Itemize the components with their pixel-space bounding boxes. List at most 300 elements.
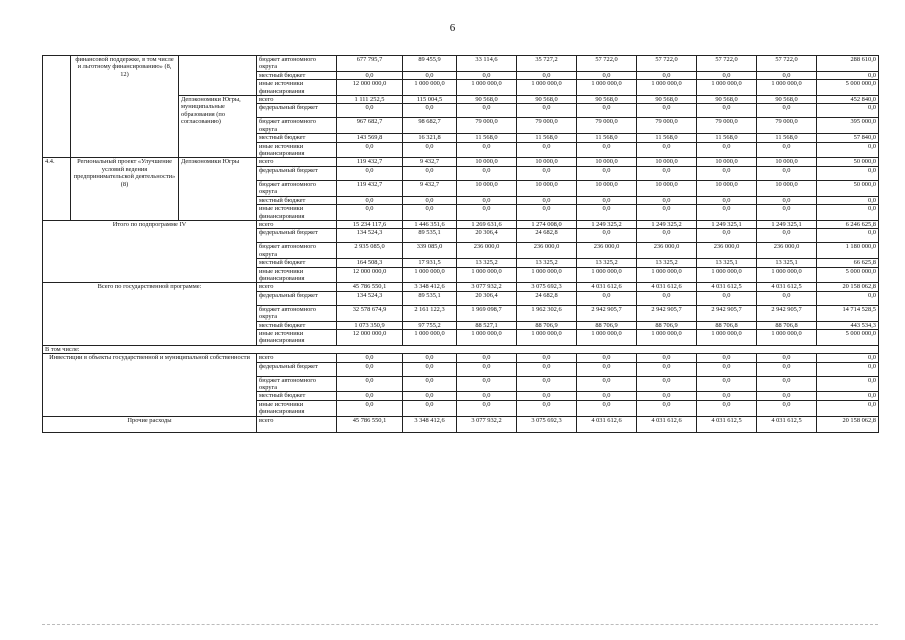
amount-cell: 90 568,0 bbox=[577, 96, 637, 104]
amount-cell: 88 706,9 bbox=[577, 321, 637, 329]
amount-cell: 12 000 000,0 bbox=[337, 267, 403, 283]
amount-cell: 0,0 bbox=[817, 291, 879, 305]
amount-cell: 0,0 bbox=[817, 205, 879, 221]
amount-cell: 10 000,0 bbox=[697, 158, 757, 166]
amount-cell: 4 031 612,6 bbox=[577, 283, 637, 291]
amount-cell: 134 524,3 bbox=[337, 291, 403, 305]
amount-cell: 119 432,7 bbox=[337, 158, 403, 166]
funding-source-cell: всего bbox=[257, 158, 337, 166]
amount-cell: 32 578 674,9 bbox=[337, 305, 403, 321]
amount-cell: 0,0 bbox=[577, 142, 637, 158]
amount-cell: 0,0 bbox=[457, 71, 517, 79]
amount-cell: 13 325,1 bbox=[697, 259, 757, 267]
amount-cell: 0,0 bbox=[637, 362, 697, 376]
amount-cell: 0,0 bbox=[757, 229, 817, 243]
amount-cell: 0,0 bbox=[577, 196, 637, 204]
amount-cell: 13 325,2 bbox=[457, 259, 517, 267]
amount-cell: 0,0 bbox=[637, 142, 697, 158]
amount-cell: 0,0 bbox=[757, 142, 817, 158]
amount-cell: 0,0 bbox=[403, 196, 457, 204]
amount-cell: 0,0 bbox=[697, 291, 757, 305]
amount-cell: 1 962 302,6 bbox=[517, 305, 577, 321]
amount-cell: 1 000 000,0 bbox=[637, 80, 697, 96]
amount-cell: 0,0 bbox=[697, 71, 757, 79]
amount-cell: 17 931,5 bbox=[403, 259, 457, 267]
amount-cell: 9 432,7 bbox=[403, 158, 457, 166]
amount-cell: 10 000,0 bbox=[517, 180, 577, 196]
amount-cell: 89 455,9 bbox=[403, 56, 457, 72]
amount-cell: 0,0 bbox=[817, 142, 879, 158]
amount-cell: 10 000,0 bbox=[457, 158, 517, 166]
amount-cell: 12 000 000,0 bbox=[337, 80, 403, 96]
amount-cell: 0,0 bbox=[337, 392, 403, 400]
amount-cell: 1 969 098,7 bbox=[457, 305, 517, 321]
funding-source-cell: местный бюджет bbox=[257, 196, 337, 204]
amount-cell: 3 077 932,2 bbox=[457, 416, 517, 432]
amount-cell: 288 610,0 bbox=[817, 56, 879, 72]
section-label-cell: Прочие расходы bbox=[43, 416, 257, 432]
amount-cell: 11 568,0 bbox=[457, 134, 517, 142]
amount-cell: 10 000,0 bbox=[637, 158, 697, 166]
amount-cell: 4 031 612,6 bbox=[637, 283, 697, 291]
amount-cell: 88 527,1 bbox=[457, 321, 517, 329]
amount-cell: 1 000 000,0 bbox=[457, 267, 517, 283]
amount-cell: 88 706,8 bbox=[697, 321, 757, 329]
funding-source-cell: иные источники финансирования bbox=[257, 329, 337, 345]
funding-source-cell: федеральный бюджет bbox=[257, 291, 337, 305]
funding-source-cell: бюджет автономного округа bbox=[257, 305, 337, 321]
amount-cell: 66 625,8 bbox=[817, 259, 879, 267]
amount-cell: 0,0 bbox=[757, 400, 817, 416]
amount-cell: 0,0 bbox=[517, 376, 577, 392]
table-row bbox=[43, 220, 879, 228]
amount-cell: 0,0 bbox=[403, 142, 457, 158]
amount-cell: 90 568,0 bbox=[457, 96, 517, 104]
amount-cell: 0,0 bbox=[697, 229, 757, 243]
funding-source-cell: федеральный бюджет bbox=[257, 362, 337, 376]
amount-cell: 11 568,0 bbox=[637, 134, 697, 142]
amount-cell: 0,0 bbox=[697, 104, 757, 118]
amount-cell: 5 000 000,0 bbox=[817, 267, 879, 283]
amount-cell: 6 246 625,8 bbox=[817, 220, 879, 228]
amount-cell: 79 000,0 bbox=[757, 118, 817, 134]
amount-cell: 16 321,8 bbox=[403, 134, 457, 142]
funding-source-cell: бюджет автономного округа bbox=[257, 56, 337, 72]
amount-cell: 0,0 bbox=[817, 362, 879, 376]
amount-cell: 1 000 000,0 bbox=[403, 329, 457, 345]
table-row bbox=[43, 56, 879, 72]
amount-cell: 1 000 000,0 bbox=[637, 329, 697, 345]
amount-cell: 89 535,1 bbox=[403, 229, 457, 243]
amount-cell: 15 234 117,6 bbox=[337, 220, 403, 228]
amount-cell: 1 000 000,0 bbox=[457, 329, 517, 345]
executor-cell: Депэкономики Югры, муниципальные образования (по согласованию) bbox=[179, 96, 257, 158]
amount-cell: 0,0 bbox=[697, 196, 757, 204]
amount-cell: 9 432,7 bbox=[403, 180, 457, 196]
funding-source-cell: бюджет автономного округа bbox=[257, 376, 337, 392]
funding-source-cell: местный бюджет bbox=[257, 321, 337, 329]
amount-cell: 0,0 bbox=[457, 392, 517, 400]
amount-cell: 0,0 bbox=[757, 196, 817, 204]
amount-cell: 0,0 bbox=[637, 71, 697, 79]
amount-cell: 0,0 bbox=[637, 376, 697, 392]
amount-cell: 10 000,0 bbox=[637, 180, 697, 196]
amount-cell: 0,0 bbox=[457, 376, 517, 392]
funding-source-cell: всего bbox=[257, 416, 337, 432]
amount-cell: 164 508,3 bbox=[337, 259, 403, 267]
table-row bbox=[43, 158, 879, 166]
amount-cell: 1 073 350,9 bbox=[337, 321, 403, 329]
amount-cell: 0,0 bbox=[403, 400, 457, 416]
amount-cell: 1 249 325,1 bbox=[697, 220, 757, 228]
funding-source-cell: бюджет автономного округа bbox=[257, 180, 337, 196]
amount-cell: 98 682,7 bbox=[403, 118, 457, 134]
amount-cell: 0,0 bbox=[403, 166, 457, 180]
amount-cell: 88 706,9 bbox=[637, 321, 697, 329]
amount-cell: 10 000,0 bbox=[757, 180, 817, 196]
amount-cell: 134 524,3 bbox=[337, 229, 403, 243]
amount-cell: 0,0 bbox=[817, 104, 879, 118]
amount-cell: 1 000 000,0 bbox=[757, 80, 817, 96]
amount-cell: 45 786 550,1 bbox=[337, 283, 403, 291]
amount-cell: 677 795,7 bbox=[337, 56, 403, 72]
amount-cell: 967 682,7 bbox=[337, 118, 403, 134]
amount-cell: 79 000,0 bbox=[637, 118, 697, 134]
amount-cell: 0,0 bbox=[517, 354, 577, 362]
amount-cell: 2 942 905,7 bbox=[637, 305, 697, 321]
amount-cell: 1 249 325,1 bbox=[757, 220, 817, 228]
amount-cell: 0,0 bbox=[403, 392, 457, 400]
amount-cell: 57 840,0 bbox=[817, 134, 879, 142]
amount-cell: 0,0 bbox=[403, 354, 457, 362]
amount-cell: 57 722,0 bbox=[757, 56, 817, 72]
amount-cell: 4 031 612,6 bbox=[577, 416, 637, 432]
amount-cell: 12 000 000,0 bbox=[337, 329, 403, 345]
amount-cell: 1 000 000,0 bbox=[757, 329, 817, 345]
amount-cell: 395 000,0 bbox=[817, 118, 879, 134]
funding-source-cell: иные источники финансирования bbox=[257, 400, 337, 416]
funding-source-cell: всего bbox=[257, 220, 337, 228]
amount-cell: 0,0 bbox=[337, 376, 403, 392]
amount-cell: 0,0 bbox=[517, 400, 577, 416]
amount-cell: 1 446 351,6 bbox=[403, 220, 457, 228]
amount-cell: 0,0 bbox=[337, 104, 403, 118]
amount-cell: 0,0 bbox=[757, 362, 817, 376]
amount-cell: 0,0 bbox=[517, 71, 577, 79]
amount-cell: 1 000 000,0 bbox=[517, 80, 577, 96]
page-bottom-rule bbox=[42, 624, 878, 625]
amount-cell: 4 031 612,5 bbox=[757, 416, 817, 432]
amount-cell: 0,0 bbox=[577, 166, 637, 180]
amount-cell: 443 534,3 bbox=[817, 321, 879, 329]
amount-cell: 0,0 bbox=[457, 104, 517, 118]
amount-cell: 0,0 bbox=[697, 376, 757, 392]
amount-cell: 1 000 000,0 bbox=[403, 80, 457, 96]
amount-cell: 0,0 bbox=[757, 354, 817, 362]
amount-cell: 10 000,0 bbox=[577, 180, 637, 196]
section-label-cell: Инвестиции в объекты государственной и муниципальной собственности bbox=[43, 354, 257, 416]
amount-cell: 0,0 bbox=[817, 196, 879, 204]
amount-cell: 0,0 bbox=[337, 71, 403, 79]
amount-cell: 0,0 bbox=[757, 392, 817, 400]
amount-cell: 13 325,1 bbox=[757, 259, 817, 267]
item-number-cell bbox=[43, 56, 71, 158]
amount-cell: 1 000 000,0 bbox=[517, 329, 577, 345]
amount-cell: 0,0 bbox=[817, 400, 879, 416]
amount-cell: 0,0 bbox=[337, 196, 403, 204]
amount-cell: 0,0 bbox=[457, 166, 517, 180]
funding-source-cell: федеральный бюджет bbox=[257, 166, 337, 180]
amount-cell: 90 568,0 bbox=[637, 96, 697, 104]
amount-cell: 1 000 000,0 bbox=[577, 80, 637, 96]
amount-cell: 0,0 bbox=[403, 205, 457, 221]
amount-cell: 0,0 bbox=[757, 291, 817, 305]
amount-cell: 50 000,0 bbox=[817, 158, 879, 166]
amount-cell: 0,0 bbox=[403, 71, 457, 79]
amount-cell: 11 568,0 bbox=[757, 134, 817, 142]
amount-cell: 33 114,6 bbox=[457, 56, 517, 72]
page-number: 6 bbox=[449, 22, 456, 34]
item-name-cell: Региональный проект «Улучшение условий ведения предпринимательской деятельности» (8) bbox=[71, 158, 179, 220]
amount-cell: 2 935 085,0 bbox=[337, 243, 403, 259]
amount-cell: 2 161 122,3 bbox=[403, 305, 457, 321]
amount-cell: 0,0 bbox=[517, 142, 577, 158]
funding-source-cell: иные источники финансирования bbox=[257, 267, 337, 283]
amount-cell: 79 000,0 bbox=[697, 118, 757, 134]
amount-cell: 0,0 bbox=[577, 400, 637, 416]
amount-cell: 0,0 bbox=[517, 166, 577, 180]
amount-cell: 0,0 bbox=[517, 392, 577, 400]
funding-source-cell: всего bbox=[257, 96, 337, 104]
amount-cell: 0,0 bbox=[517, 362, 577, 376]
amount-cell: 90 568,0 bbox=[697, 96, 757, 104]
amount-cell: 0,0 bbox=[697, 354, 757, 362]
amount-cell: 1 269 631,6 bbox=[457, 220, 517, 228]
amount-cell: 0,0 bbox=[577, 205, 637, 221]
amount-cell: 79 000,0 bbox=[457, 118, 517, 134]
amount-cell: 88 706,8 bbox=[757, 321, 817, 329]
funding-source-cell: местный бюджет bbox=[257, 259, 337, 267]
amount-cell: 0,0 bbox=[697, 142, 757, 158]
amount-cell: 0,0 bbox=[337, 362, 403, 376]
amount-cell: 0,0 bbox=[757, 205, 817, 221]
amount-cell: 3 075 692,3 bbox=[517, 283, 577, 291]
amount-cell: 3 077 932,2 bbox=[457, 283, 517, 291]
amount-cell: 339 085,0 bbox=[403, 243, 457, 259]
amount-cell: 236 000,0 bbox=[757, 243, 817, 259]
amount-cell: 0,0 bbox=[577, 362, 637, 376]
amount-cell: 10 000,0 bbox=[517, 158, 577, 166]
amount-cell: 2 942 905,7 bbox=[757, 305, 817, 321]
table-row bbox=[43, 283, 879, 291]
amount-cell: 45 786 550,1 bbox=[337, 416, 403, 432]
amount-cell: 0,0 bbox=[457, 354, 517, 362]
amount-cell: 14 714 528,5 bbox=[817, 305, 879, 321]
amount-cell: 1 000 000,0 bbox=[457, 80, 517, 96]
amount-cell: 0,0 bbox=[637, 354, 697, 362]
amount-cell: 0,0 bbox=[637, 196, 697, 204]
amount-cell: 0,0 bbox=[577, 71, 637, 79]
amount-cell: 0,0 bbox=[817, 229, 879, 243]
amount-cell: 10 000,0 bbox=[577, 158, 637, 166]
amount-cell: 0,0 bbox=[697, 400, 757, 416]
amount-cell: 90 568,0 bbox=[517, 96, 577, 104]
executor-cell: Депэкономики Югры bbox=[179, 158, 257, 220]
funding-source-cell: иные источники финансирования bbox=[257, 80, 337, 96]
amount-cell: 13 325,2 bbox=[637, 259, 697, 267]
amount-cell: 3 075 692,3 bbox=[517, 416, 577, 432]
amount-cell: 0,0 bbox=[577, 291, 637, 305]
including-label-cell: В том числе: bbox=[43, 345, 879, 353]
amount-cell: 57 722,0 bbox=[637, 56, 697, 72]
amount-cell: 0,0 bbox=[337, 142, 403, 158]
amount-cell: 0,0 bbox=[637, 291, 697, 305]
amount-cell: 50 000,0 bbox=[817, 180, 879, 196]
amount-cell: 0,0 bbox=[697, 205, 757, 221]
amount-cell: 1 000 000,0 bbox=[697, 80, 757, 96]
funding-source-cell: федеральный бюджет bbox=[257, 104, 337, 118]
funding-source-cell: всего bbox=[257, 283, 337, 291]
amount-cell: 236 000,0 bbox=[637, 243, 697, 259]
amount-cell: 3 348 412,6 bbox=[403, 283, 457, 291]
amount-cell: 20 158 062,8 bbox=[817, 416, 879, 432]
amount-cell: 0,0 bbox=[337, 400, 403, 416]
amount-cell: 0,0 bbox=[457, 196, 517, 204]
amount-cell: 0,0 bbox=[697, 392, 757, 400]
amount-cell: 4 031 612,6 bbox=[637, 416, 697, 432]
amount-cell: 79 000,0 bbox=[517, 118, 577, 134]
amount-cell: 0,0 bbox=[517, 205, 577, 221]
amount-cell: 2 942 905,7 bbox=[577, 305, 637, 321]
amount-cell: 0,0 bbox=[637, 205, 697, 221]
amount-cell: 0,0 bbox=[697, 166, 757, 180]
section-label-cell: Итого по подпрограмме IV bbox=[43, 220, 257, 282]
executor-cell bbox=[179, 56, 257, 96]
amount-cell: 35 727,2 bbox=[517, 56, 577, 72]
amount-cell: 0,0 bbox=[637, 104, 697, 118]
amount-cell: 10 000,0 bbox=[697, 180, 757, 196]
amount-cell: 0,0 bbox=[337, 354, 403, 362]
amount-cell: 20 158 062,8 bbox=[817, 283, 879, 291]
item-name-cell: финансовой поддержке, в том числе и льготному финансированию» (8, 12) bbox=[71, 56, 179, 158]
amount-cell: 452 840,0 bbox=[817, 96, 879, 104]
table-row bbox=[43, 345, 879, 353]
funding-source-cell: бюджет автономного округа bbox=[257, 118, 337, 134]
funding-source-cell: местный бюджет bbox=[257, 392, 337, 400]
amount-cell: 10 000,0 bbox=[757, 158, 817, 166]
table-row bbox=[43, 354, 879, 362]
amount-cell: 2 942 905,7 bbox=[697, 305, 757, 321]
amount-cell: 1 000 000,0 bbox=[697, 329, 757, 345]
amount-cell: 57 722,0 bbox=[577, 56, 637, 72]
amount-cell: 0,0 bbox=[403, 104, 457, 118]
amount-cell: 236 000,0 bbox=[457, 243, 517, 259]
amount-cell: 4 031 612,5 bbox=[697, 283, 757, 291]
amount-cell: 1 000 000,0 bbox=[697, 267, 757, 283]
amount-cell: 0,0 bbox=[457, 362, 517, 376]
amount-cell: 0,0 bbox=[637, 400, 697, 416]
amount-cell: 0,0 bbox=[457, 205, 517, 221]
amount-cell: 236 000,0 bbox=[577, 243, 637, 259]
amount-cell: 236 000,0 bbox=[517, 243, 577, 259]
amount-cell: 0,0 bbox=[817, 166, 879, 180]
funding-source-cell: бюджет автономного округа bbox=[257, 243, 337, 259]
table-row bbox=[43, 416, 879, 432]
amount-cell: 1 180 000,0 bbox=[817, 243, 879, 259]
amount-cell: 0,0 bbox=[577, 104, 637, 118]
amount-cell: 0,0 bbox=[577, 229, 637, 243]
amount-cell: 79 000,0 bbox=[577, 118, 637, 134]
amount-cell: 97 755,2 bbox=[403, 321, 457, 329]
amount-cell: 1 111 252,5 bbox=[337, 96, 403, 104]
amount-cell: 0,0 bbox=[757, 166, 817, 180]
amount-cell: 0,0 bbox=[457, 142, 517, 158]
amount-cell: 0,0 bbox=[517, 196, 577, 204]
amount-cell: 13 325,2 bbox=[517, 259, 577, 267]
funding-source-cell: всего bbox=[257, 354, 337, 362]
amount-cell: 1 249 325,2 bbox=[637, 220, 697, 228]
amount-cell: 1 000 000,0 bbox=[757, 267, 817, 283]
amount-cell: 5 000 000,0 bbox=[817, 329, 879, 345]
amount-cell: 0,0 bbox=[403, 376, 457, 392]
amount-cell: 24 682,8 bbox=[517, 229, 577, 243]
amount-cell: 11 568,0 bbox=[517, 134, 577, 142]
amount-cell: 11 568,0 bbox=[577, 134, 637, 142]
amount-cell: 1 274 008,0 bbox=[517, 220, 577, 228]
amount-cell: 57 722,0 bbox=[697, 56, 757, 72]
amount-cell: 24 682,8 bbox=[517, 291, 577, 305]
amount-cell: 0,0 bbox=[817, 376, 879, 392]
amount-cell: 0,0 bbox=[637, 229, 697, 243]
amount-cell: 10 000,0 bbox=[457, 180, 517, 196]
amount-cell: 0,0 bbox=[517, 104, 577, 118]
amount-cell: 0,0 bbox=[337, 205, 403, 221]
amount-cell: 1 000 000,0 bbox=[637, 267, 697, 283]
amount-cell: 1 249 325,2 bbox=[577, 220, 637, 228]
amount-cell: 236 000,0 bbox=[697, 243, 757, 259]
amount-cell: 119 432,7 bbox=[337, 180, 403, 196]
funding-source-cell: иные источники финансирования bbox=[257, 142, 337, 158]
amount-cell: 0,0 bbox=[637, 166, 697, 180]
amount-cell: 1 000 000,0 bbox=[577, 267, 637, 283]
amount-cell: 4 031 612,5 bbox=[757, 283, 817, 291]
amount-cell: 89 535,1 bbox=[403, 291, 457, 305]
amount-cell: 0,0 bbox=[577, 354, 637, 362]
amount-cell: 0,0 bbox=[697, 362, 757, 376]
amount-cell: 0,0 bbox=[757, 104, 817, 118]
amount-cell: 0,0 bbox=[757, 71, 817, 79]
amount-cell: 11 568,0 bbox=[697, 134, 757, 142]
amount-cell: 0,0 bbox=[817, 71, 879, 79]
funding-table bbox=[42, 55, 879, 433]
amount-cell: 5 000 000,0 bbox=[817, 80, 879, 96]
amount-cell: 0,0 bbox=[403, 362, 457, 376]
amount-cell: 1 000 000,0 bbox=[577, 329, 637, 345]
funding-source-cell: федеральный бюджет bbox=[257, 229, 337, 243]
amount-cell: 0,0 bbox=[757, 376, 817, 392]
amount-cell: 115 004,5 bbox=[403, 96, 457, 104]
amount-cell: 13 325,2 bbox=[577, 259, 637, 267]
amount-cell: 0,0 bbox=[577, 376, 637, 392]
amount-cell: 20 306,4 bbox=[457, 229, 517, 243]
amount-cell: 20 306,4 bbox=[457, 291, 517, 305]
amount-cell: 0,0 bbox=[337, 166, 403, 180]
amount-cell: 88 706,9 bbox=[517, 321, 577, 329]
section-label-cell: Всего по государственной программе: bbox=[43, 283, 257, 345]
amount-cell: 0,0 bbox=[817, 392, 879, 400]
amount-cell: 1 000 000,0 bbox=[403, 267, 457, 283]
funding-source-cell: местный бюджет bbox=[257, 71, 337, 79]
